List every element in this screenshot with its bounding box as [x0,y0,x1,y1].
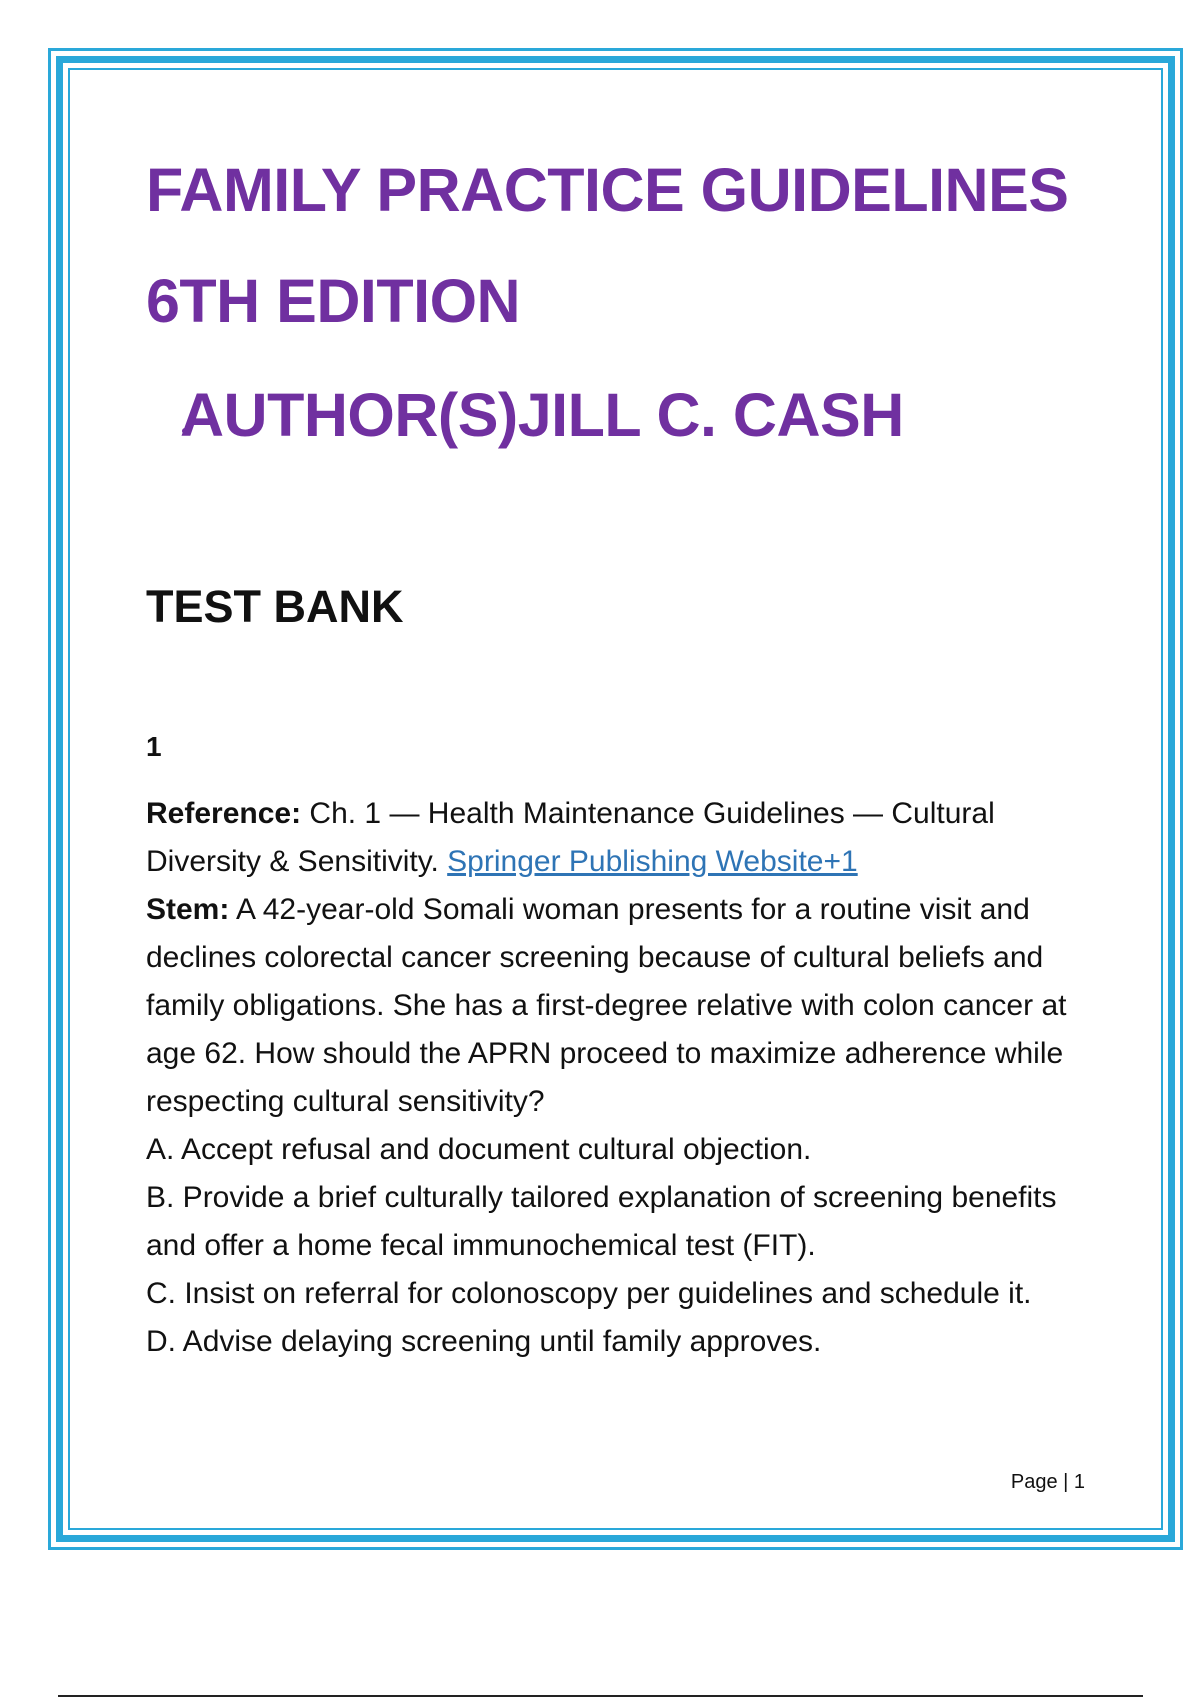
bottom-divider [58,1695,1143,1697]
answer-option-c: C. Insist on referral for colonoscopy per guidelines and schedule it. [146,1277,1032,1310]
question-reference [146,790,1096,886]
stem-text: A 42-year-old Somali woman presents for a routine visit and declines colorectal cancer screening because of cultural beliefs and family obligations. She has a first-degree relative with colon cancer at age 62. How should the APRN proceed to maximize adherence while respecting cultural sensitivity? [146,893,1067,1118]
question-stem [146,886,1096,1126]
answer-option-a: A. Accept refusal and document cultural objection. [146,1133,812,1166]
reference-link[interactable]: Springer Publishing Website+1 [447,845,858,878]
document-title-line-2: 6TH EDITION [146,267,521,335]
question-block [146,790,1096,1366]
question-number: 1 [146,731,162,762]
answer-option-d: D. Advise delaying screening until family approves. [146,1325,822,1358]
document-title-line-1: FAMILY PRACTICE GUIDELINES [146,156,1069,224]
page-number: Page | 1 [1010,1471,1085,1493]
reference-label: Reference: [146,797,302,830]
stem-label: Stem: [146,893,230,926]
document-author-line: AUTHOR(S)JILL C. CASH [180,381,904,449]
answer-option-b: B. Provide a brief culturally tailored explanation of screening benefits and offer a home fecal immunochemical test (FIT). [146,1181,1057,1262]
reference-text: Ch. 1 — Health Maintenance Guidelines — Cultural Diversity & Sensitivity. [146,797,995,878]
section-heading: TEST BANK [146,581,404,632]
